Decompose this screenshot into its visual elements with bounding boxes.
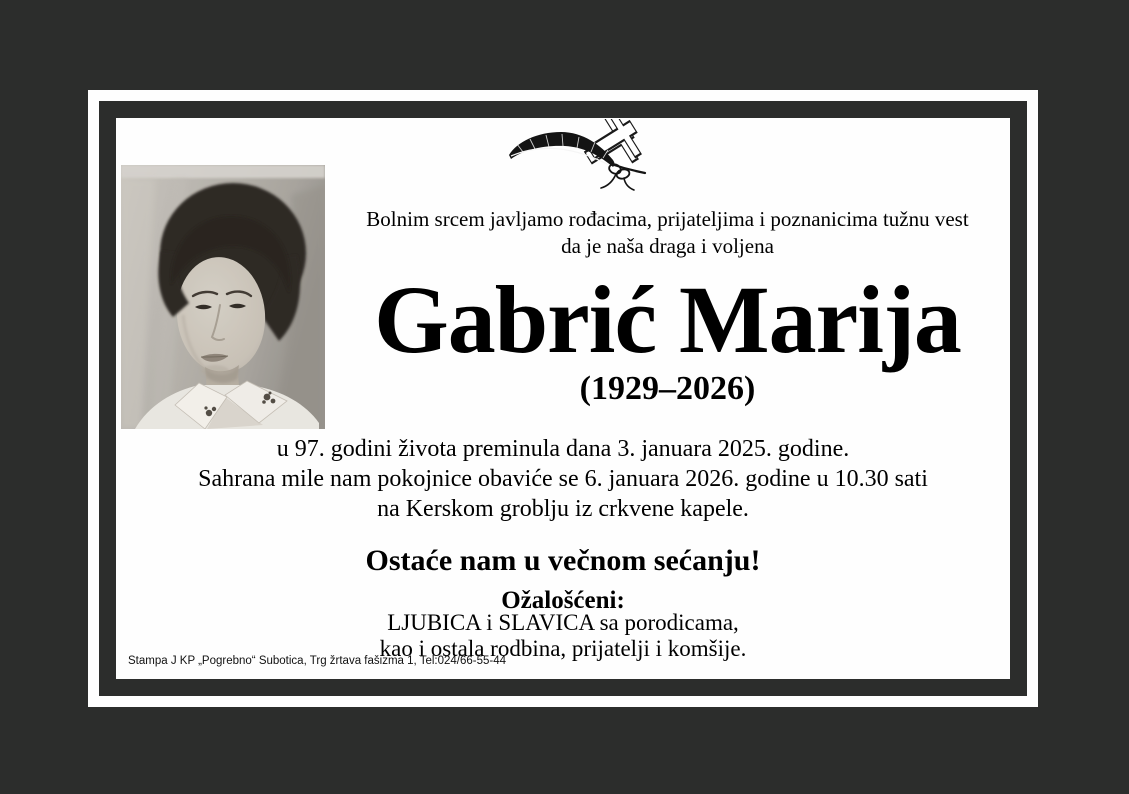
deceased-name: Gabrić Marija (374, 266, 961, 373)
mourners-label: Ožalošćeni: (501, 587, 625, 614)
cross-and-palm-icon (503, 119, 653, 201)
funeral-details (116, 434, 1010, 524)
intro-line-1: Bolnim srcem javljamo rođacima, prijateljima i poznanicima tužnu vest (366, 207, 969, 231)
intro-text (325, 206, 1010, 260)
funeral-details-line-2: Sahrana mile nam pokojnice obaviće se 6. januara 2026. godine u 10.30 sati (198, 466, 928, 492)
funeral-details-line-3: na Kerskom groblju iz crkvene kapele. (377, 496, 749, 522)
portrait-photo (121, 165, 325, 429)
obituary-card (116, 118, 1010, 679)
funeral-details-line-1: u 97. godini života preminula dana 3. januara 2025. godine. (276, 436, 850, 462)
outer-white-frame (88, 90, 1038, 707)
printer-footer: Stampa J KP „Pogrebno“ Subotica, Trg žrtava fašizma 1, Tel:024/66-55-44 (128, 655, 507, 667)
life-years: (1929–2026) (579, 370, 756, 407)
intro-line-2: da je naša draga i voljena (561, 234, 774, 258)
mourners-line-2: kao i ostala rodbina, prijatelji i komšije. (379, 636, 747, 661)
closing-sentence: Ostaće nam u večnom sećanju! (365, 544, 761, 577)
mourners-line-1: LJUBICA i SLAVICA sa porodicama, (387, 610, 739, 635)
inner-dark-frame (99, 101, 1027, 696)
